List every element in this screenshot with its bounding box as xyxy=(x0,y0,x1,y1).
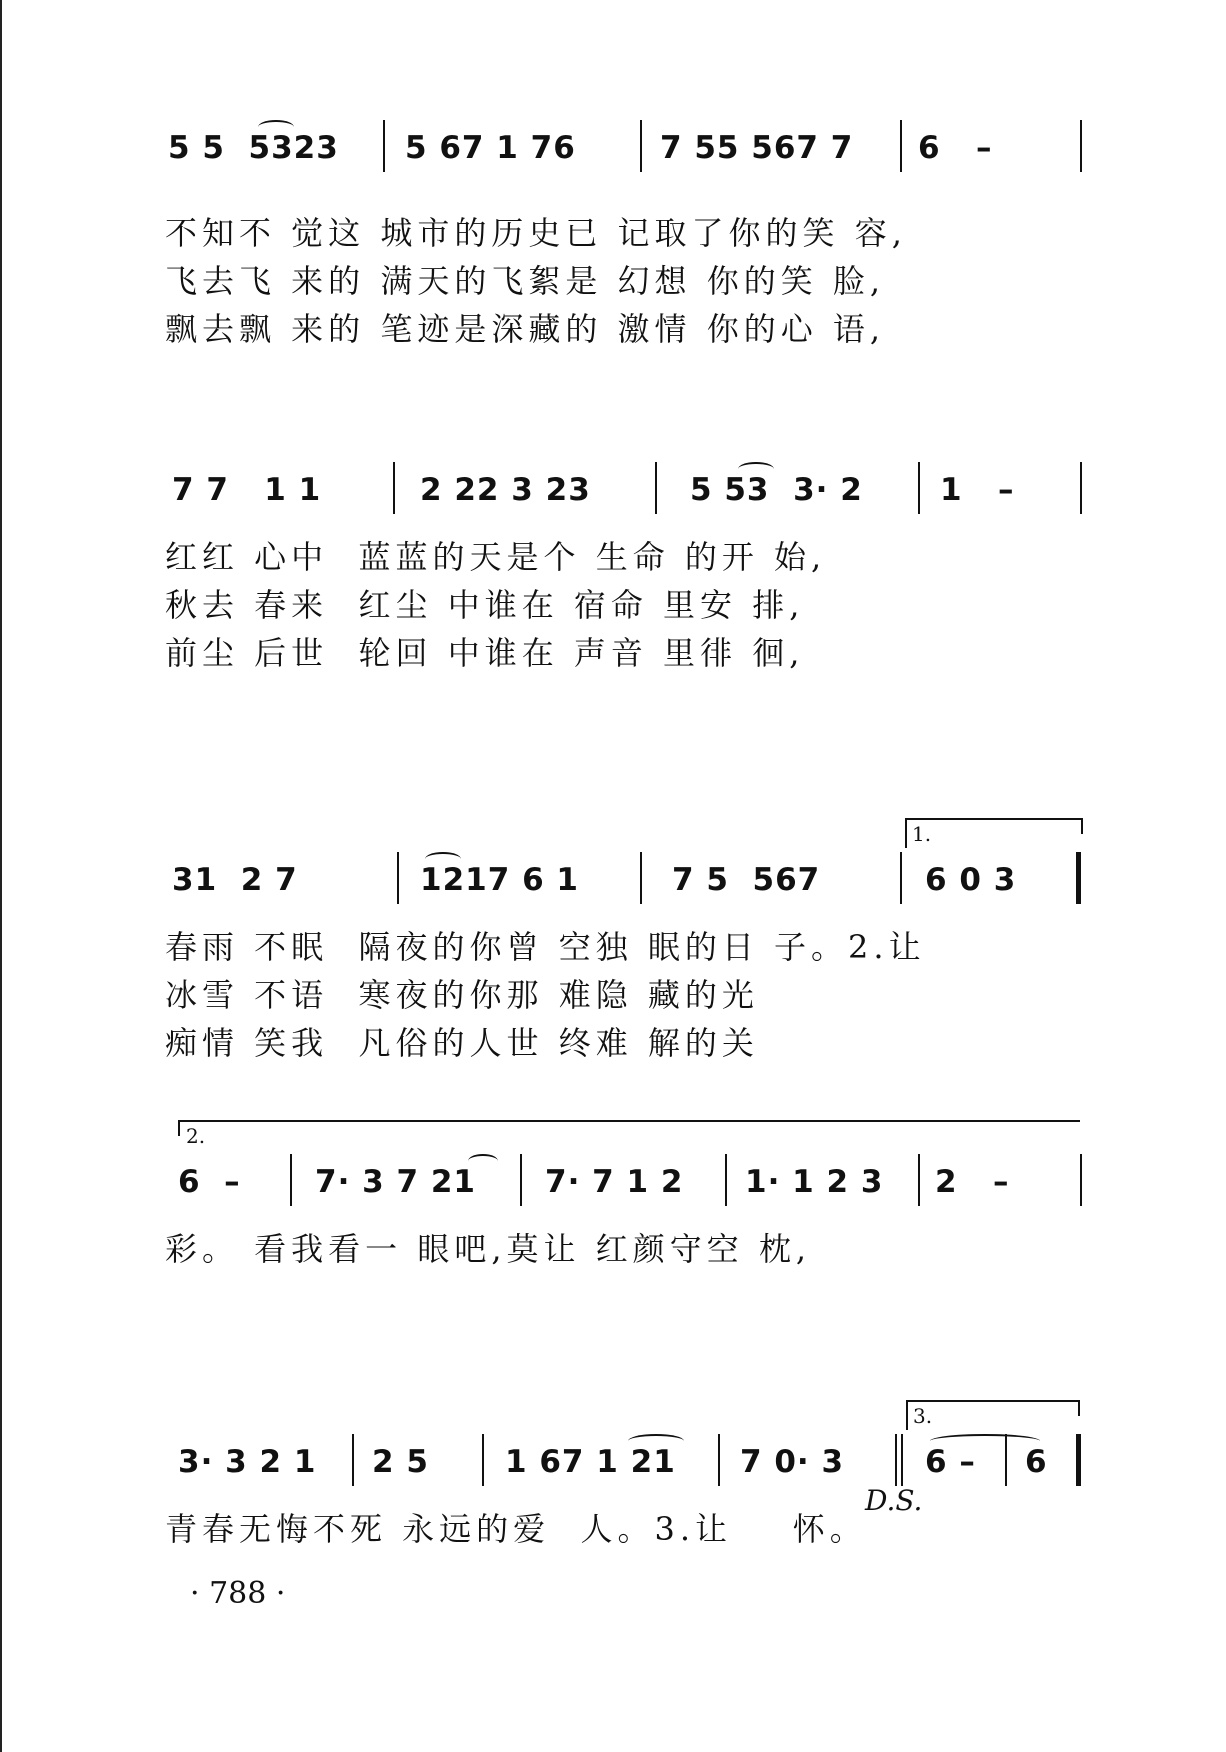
barline xyxy=(895,1434,897,1486)
measure: 2 5 xyxy=(372,1444,429,1480)
volta-end xyxy=(1078,1400,1080,1416)
barline xyxy=(900,852,902,904)
lyric-line: 冰雪 不语 寒夜的你那 难隐 藏的光 xyxy=(165,976,759,1014)
barline xyxy=(900,120,902,172)
measure: 5 67 1 76 xyxy=(405,130,576,166)
measure: 31 2 7 xyxy=(172,862,298,898)
notes-row-1 xyxy=(0,118,1226,178)
barline xyxy=(718,1434,720,1486)
measure: 1· 1 2 3 xyxy=(745,1164,884,1200)
volta-label: 2. xyxy=(186,1124,206,1148)
barline xyxy=(482,1434,484,1486)
slur xyxy=(258,120,294,134)
measure: 7 0· 3 xyxy=(740,1444,845,1480)
lyric-line: 彩。 看我看一 眼吧,莫让 红颜守空 枕, xyxy=(165,1230,812,1268)
measure: 6 – xyxy=(925,1444,976,1480)
barline xyxy=(1076,852,1081,904)
barline xyxy=(655,462,657,514)
measure: 6 – xyxy=(178,1164,241,1200)
lyric-line: 红红 心中 蓝蓝的天是个 生命 的开 始, xyxy=(165,538,827,576)
volta-2 xyxy=(178,1120,1080,1136)
measure: 7· 3 7 21 xyxy=(315,1164,477,1200)
lyric-line: 飞去飞 来的 满天的飞絮是 幻想 你的笑 脸, xyxy=(165,262,886,300)
measure: 5 53 3· 2 xyxy=(690,472,863,508)
measure: 6 – xyxy=(918,130,993,166)
measure: 2 22 3 23 xyxy=(420,472,591,508)
ds-marking: D.S. xyxy=(865,1484,923,1517)
measure: 3· 3 2 1 xyxy=(178,1444,317,1480)
slur xyxy=(425,852,461,866)
barline xyxy=(725,1154,727,1206)
volta-label: 1. xyxy=(912,822,932,846)
lyric-line: 春雨 不眠 隔夜的你曾 空独 眠的日 子。2.让 xyxy=(165,928,926,966)
barline xyxy=(640,120,642,172)
lyric-line: 飘去飘 来的 笔迹是深藏的 激情 你的心 语, xyxy=(165,310,886,348)
measure: 6 xyxy=(1025,1444,1048,1480)
barline xyxy=(901,1434,903,1486)
measure: 7· 7 1 2 xyxy=(545,1164,684,1200)
volta-end xyxy=(1081,818,1083,834)
measure: 1217 6 1 xyxy=(420,862,580,898)
notes-row-2 xyxy=(0,460,1226,520)
measure: 7 5 567 xyxy=(672,862,821,898)
measure: 7 7 1 1 xyxy=(172,472,322,508)
measure: 7 55 567 7 xyxy=(660,130,854,166)
barline xyxy=(383,120,385,172)
measure: 2 – xyxy=(935,1164,1010,1200)
measure: 1 – xyxy=(940,472,1015,508)
barline xyxy=(290,1154,292,1206)
lyric-line: 秋去 春来 红尘 中谁在 宿命 里安 排, xyxy=(165,586,805,624)
barline xyxy=(1080,120,1082,172)
notes-row-3 xyxy=(0,850,1226,910)
volta-1 xyxy=(905,818,1083,848)
barline xyxy=(1080,1154,1082,1206)
volta-label: 3. xyxy=(913,1404,933,1428)
barline xyxy=(1080,462,1082,514)
lyric-line: 痴情 笑我 凡俗的人世 终难 解的关 xyxy=(165,1024,759,1062)
barline xyxy=(918,1154,920,1206)
barline xyxy=(640,852,642,904)
lyric-line: 青春无悔不死 永远的爱 人。3.让 怀。 xyxy=(165,1510,867,1548)
notes-row-4 xyxy=(0,1152,1226,1212)
lyric-line: 前尘 后世 轮回 中谁在 声音 里徘 徊, xyxy=(165,634,805,672)
page-number: · 788 · xyxy=(190,1576,286,1611)
slur xyxy=(468,1154,498,1168)
measure: 5 5 5323 xyxy=(168,130,339,166)
barline xyxy=(520,1154,522,1206)
notes-row-5 xyxy=(0,1432,1226,1492)
barline xyxy=(352,1434,354,1486)
barline xyxy=(1076,1434,1081,1486)
barline xyxy=(918,462,920,514)
barline xyxy=(397,852,399,904)
measure: 6 0 3 xyxy=(925,862,1017,898)
slur xyxy=(930,1434,1040,1448)
volta-3 xyxy=(906,1400,1080,1430)
slur xyxy=(628,1434,684,1448)
barline xyxy=(393,462,395,514)
measure: 1 67 1 21 xyxy=(505,1444,676,1480)
lyric-line: 不知不 觉这 城市的历史已 记取了你的笑 容, xyxy=(165,214,907,252)
slur xyxy=(738,462,774,476)
